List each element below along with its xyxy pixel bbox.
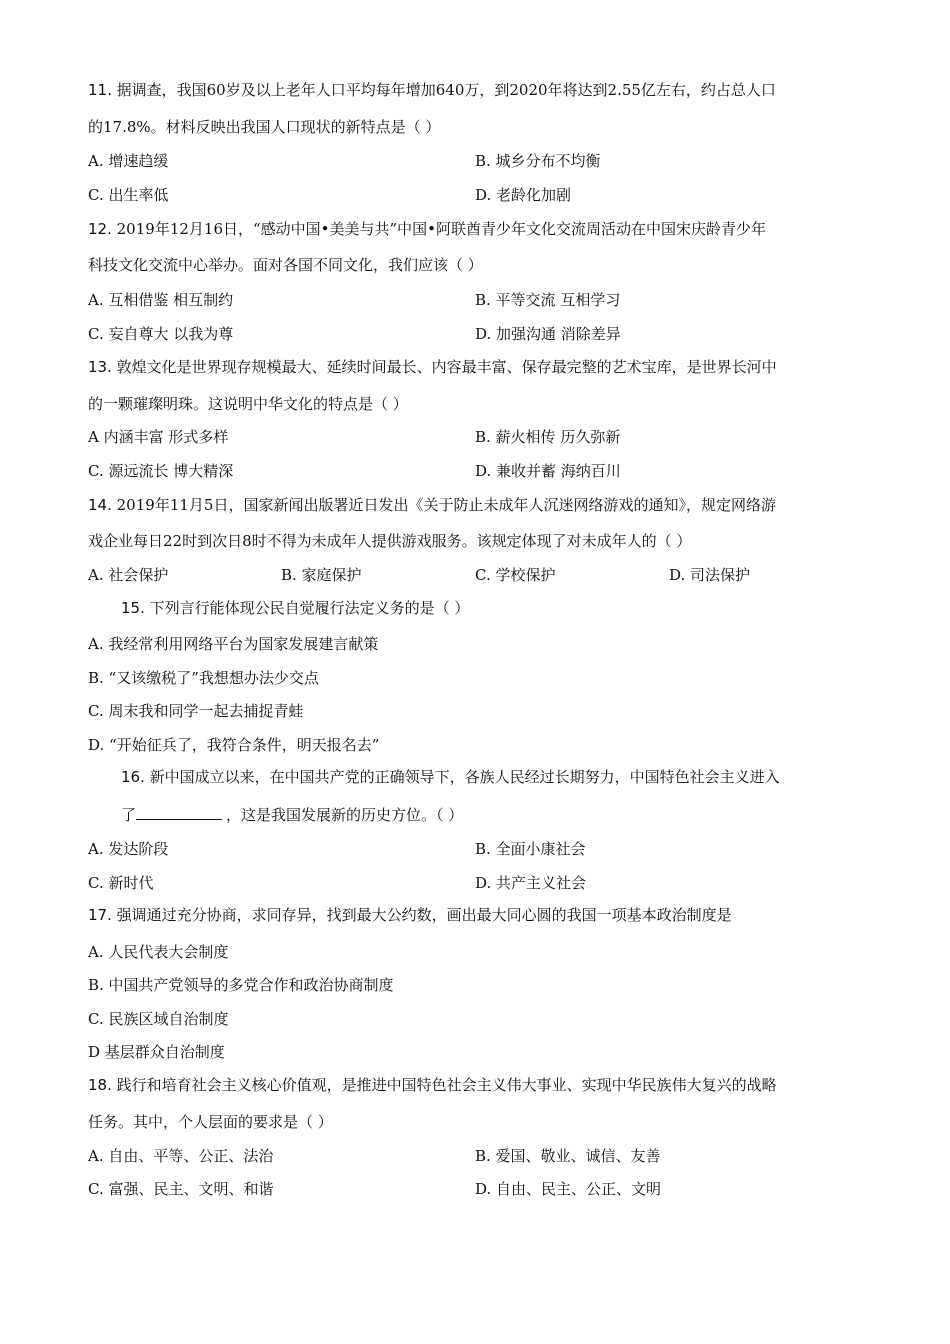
question-11-option-a[interactable]: A. 增速趋缓 xyxy=(88,152,169,170)
question-number: 11. xyxy=(88,81,112,99)
question-15-stem-line-1 xyxy=(121,598,469,618)
question-number: 16. xyxy=(121,768,145,786)
question-17-option-c[interactable]: C. 民族区域自治制度 xyxy=(88,1010,229,1028)
question-12-option-a[interactable]: A. 互相借鉴 相互制约 xyxy=(88,291,234,309)
question-15-option-a[interactable]: A. 我经常利用网络平台为国家发展建言献策 xyxy=(88,635,379,653)
question-11-stem-line-2: 的17.8%。材料反映出我国人口现状的新特点是（ ） xyxy=(88,118,441,136)
stem-text: 了 xyxy=(121,806,137,824)
question-18-stem-line-1 xyxy=(88,1075,777,1095)
question-17-option-b[interactable]: B. 中国共产党领导的多党合作和政治协商制度 xyxy=(88,976,394,994)
question-13-option-a[interactable]: A 内涵丰富 形式多样 xyxy=(88,428,229,446)
stem-text: 敦煌文化是世界现存规模最大、延续时间最长、内容最丰富、保存最完整的艺术宝库，是世界长河中 xyxy=(116,358,777,376)
question-15-option-c[interactable]: C. 周末我和同学一起去捕捉青蛙 xyxy=(88,702,304,720)
question-12-stem-line-2: 科技文化交流中心举办。面对各国不同文化，我们应该（ ） xyxy=(88,256,483,274)
question-14-option-d[interactable]: D. 司法保护 xyxy=(669,566,751,584)
question-15-option-d[interactable]: D. “开始征兵了，我符合条件，明天报名去” xyxy=(88,736,380,754)
question-18-option-c[interactable]: C. 富强、民主、文明、和谐 xyxy=(88,1180,274,1198)
stem-text: 下列言行能体现公民自觉履行法定义务的是（ ） xyxy=(149,599,470,617)
question-11-option-c[interactable]: C. 出生率低 xyxy=(88,186,169,204)
stem-text: 据调查，我国60岁及以上老年人口平均每年增加640万，到2020年将达到2.55亿左右，约占总人口 xyxy=(116,81,776,99)
question-14-option-a[interactable]: A. 社会保护 xyxy=(88,566,169,584)
stem-text: 践行和培育社会主义核心价值观，是推进中国特色社会主义伟大事业、实现中华民族伟大复兴的战略 xyxy=(116,1076,777,1094)
question-number: 13. xyxy=(88,358,112,376)
question-13-stem-line-2: 的一颗璀璨明珠。这说明中华文化的特点是（ ） xyxy=(88,395,408,413)
question-14-stem-line-2: 戏企业每日22时到次日8时不得为未成年人提供游戏服务。该规定体现了对未成年人的（ ） xyxy=(88,532,692,550)
question-16-stem-line-1 xyxy=(121,767,780,787)
question-14-option-c[interactable]: C. 学校保护 xyxy=(475,566,556,584)
question-11-stem-line-1 xyxy=(88,80,776,100)
stem-text: ，这是我国发展新的历史方位。（ ） xyxy=(226,806,464,824)
question-16-option-d[interactable]: D. 共产主义社会 xyxy=(475,874,587,892)
question-number: 12. xyxy=(88,220,112,238)
stem-text: 新中国成立以来，在中国共产党的正确领导下，各族人民经过长期努力，中国特色社会主义进入 xyxy=(149,768,780,786)
question-13-stem-line-1 xyxy=(88,357,777,377)
question-14-option-b[interactable]: B. 家庭保护 xyxy=(281,566,362,584)
question-13-option-b[interactable]: B. 薪火相传 历久弥新 xyxy=(475,428,621,446)
question-12-option-d[interactable]: D. 加强沟通 消除差异 xyxy=(475,325,621,343)
question-16-option-b[interactable]: B. 全面小康社会 xyxy=(475,840,586,858)
question-11-option-b[interactable]: B. 城乡分布不均衡 xyxy=(475,152,601,170)
question-number: 15. xyxy=(121,599,145,617)
question-17-option-a[interactable]: A. 人民代表大会制度 xyxy=(88,943,229,961)
question-number: 14. xyxy=(88,496,112,514)
answer-blank[interactable] xyxy=(136,805,222,820)
stem-text: 2019年11月5日，国家新闻出版署近日发出《关于防止未成年人沉迷网络游戏的通知》，规定网络游 xyxy=(116,496,776,514)
question-12-option-c[interactable]: C. 妄自尊大 以我为尊 xyxy=(88,325,234,343)
question-13-option-d[interactable]: D. 兼收并蓄 海纳百川 xyxy=(475,462,621,480)
question-11-option-d[interactable]: D. 老龄化加剧 xyxy=(475,186,572,204)
question-16-stem-line-2 xyxy=(121,805,463,825)
question-17-option-d[interactable]: D 基层群众自治制度 xyxy=(88,1043,225,1061)
question-18-stem-line-2: 任务。其中，个人层面的要求是（ ） xyxy=(88,1113,333,1131)
question-12-option-b[interactable]: B. 平等交流 互相学习 xyxy=(475,291,621,309)
stem-text: 强调通过充分协商，求同存异，找到最大公约数，画出最大同心圆的我国一项基本政治制度是 xyxy=(116,906,732,924)
question-18-option-b[interactable]: B. 爱国、敬业、诚信、友善 xyxy=(475,1147,661,1165)
question-15-option-b[interactable]: B. “又该缴税了”我想想办法少交点 xyxy=(88,669,319,687)
question-number: 17. xyxy=(88,906,112,924)
question-16-option-a[interactable]: A. 发达阶段 xyxy=(88,840,169,858)
stem-text: 2019年12月16日，“感动中国•美美与共”中国•阿联酋青少年文化交流周活动在中国宋庆龄青少年 xyxy=(116,220,767,238)
question-13-option-c[interactable]: C. 源远流长 博大精深 xyxy=(88,462,234,480)
question-18-option-d[interactable]: D. 自由、民主、公正、文明 xyxy=(475,1180,662,1198)
question-number: 18. xyxy=(88,1076,112,1094)
question-17-stem-line-1 xyxy=(88,905,732,925)
question-16-option-c[interactable]: C. 新时代 xyxy=(88,874,154,892)
question-14-stem-line-1 xyxy=(88,495,776,515)
question-18-option-a[interactable]: A. 自由、平等、公正、法治 xyxy=(88,1147,274,1165)
question-12-stem-line-1 xyxy=(88,219,766,239)
